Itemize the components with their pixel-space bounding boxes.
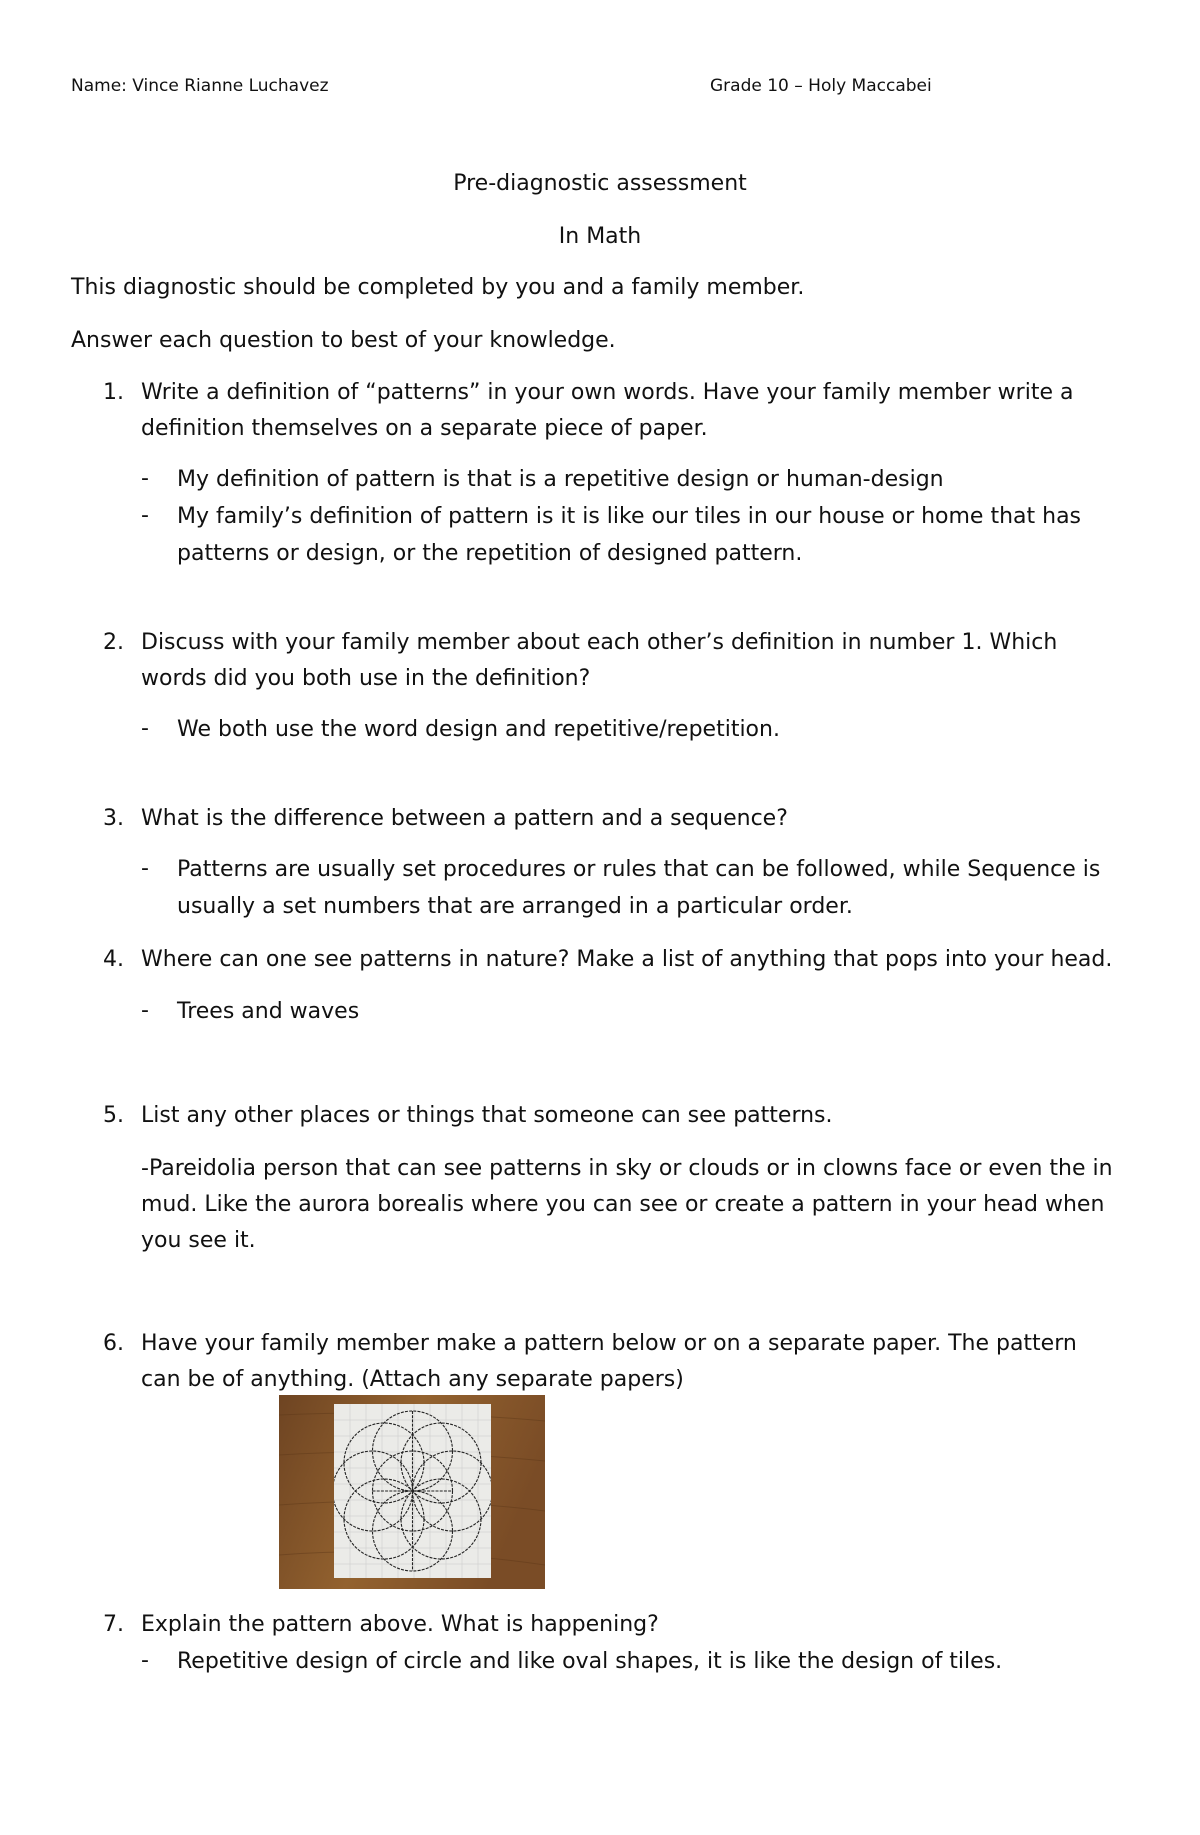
question-5-answer-line-1: -Pareidolia person that can see patterns in sky or clouds or in clowns face or even the in — [141, 1156, 1113, 1181]
document-title: Pre-diagnostic assessment — [453, 171, 747, 196]
question-6-number: 6. — [103, 1331, 124, 1356]
question-1-number: 1. — [103, 380, 124, 405]
question-2-line-2: words did you both use in the definition? — [141, 666, 591, 691]
answer-dash: - — [141, 856, 149, 881]
instruction-2: Answer each question to best of your knowledge. — [71, 328, 616, 353]
question-5-number: 5. — [103, 1103, 124, 1128]
grade-section: Grade 10 – Holy Maccabei — [710, 76, 932, 96]
answer-dash: - — [141, 998, 149, 1023]
instruction-1: This diagnostic should be completed by you and a family member. — [71, 275, 805, 300]
question-1-line-1: Write a definition of “patterns” in your own words. Have your family member write a — [141, 380, 1074, 405]
question-3-answer-line-2: usually a set numbers that are arranged in a particular order. — [177, 894, 853, 919]
document-subtitle: In Math — [558, 224, 642, 249]
student-name: Name: Vince Rianne Luchavez — [71, 76, 329, 96]
question-3-answer-line-1: Patterns are usually set procedures or rules that can be followed, while Sequence is — [177, 857, 1101, 882]
question-3-text: What is the difference between a pattern and a sequence? — [141, 806, 788, 831]
answer-dash: - — [141, 466, 149, 491]
question-7-answer-1: Repetitive design of circle and like oval shapes, it is like the design of tiles. — [177, 1649, 1003, 1674]
question-5-answer-line-2: mud. Like the aurora borealis where you can see or create a pattern in your head when — [141, 1192, 1105, 1217]
question-1-answer-2-line-2: patterns or design, or the repetition of designed pattern. — [177, 541, 803, 566]
question-2-number: 2. — [103, 630, 124, 655]
answer-dash: - — [141, 503, 149, 528]
question-6-line-2: can be of anything. (Attach any separate papers) — [141, 1367, 684, 1392]
answer-dash: - — [141, 1648, 149, 1673]
question-7-text: Explain the pattern above. What is happening? — [141, 1612, 659, 1637]
answer-dash: - — [141, 716, 149, 741]
question-5-text: List any other places or things that someone can see patterns. — [141, 1103, 833, 1128]
question-2-answer-1: We both use the word design and repetitive/repetition. — [177, 717, 780, 742]
question-4-text: Where can one see patterns in nature? Make a list of anything that pops into your head. — [141, 947, 1113, 972]
question-7-number: 7. — [103, 1612, 124, 1637]
question-4-answer-1: Trees and waves — [177, 999, 360, 1024]
pattern-drawing-photo — [279, 1395, 545, 1589]
question-2-line-1: Discuss with your family member about each other’s definition in number 1. Which — [141, 630, 1058, 655]
question-5-answer-line-3: you see it. — [141, 1228, 256, 1253]
question-6-line-1: Have your family member make a pattern below or on a separate paper. The pattern — [141, 1331, 1077, 1356]
question-4-number: 4. — [103, 947, 124, 972]
question-1-answer-2-line-1: My family’s definition of pattern is it is like our tiles in our house or home that has — [177, 504, 1082, 529]
question-1-line-2: definition themselves on a separate piece of paper. — [141, 416, 708, 441]
question-3-number: 3. — [103, 806, 124, 831]
question-1-answer-1: My definition of pattern is that is a repetitive design or human-design — [177, 467, 944, 492]
